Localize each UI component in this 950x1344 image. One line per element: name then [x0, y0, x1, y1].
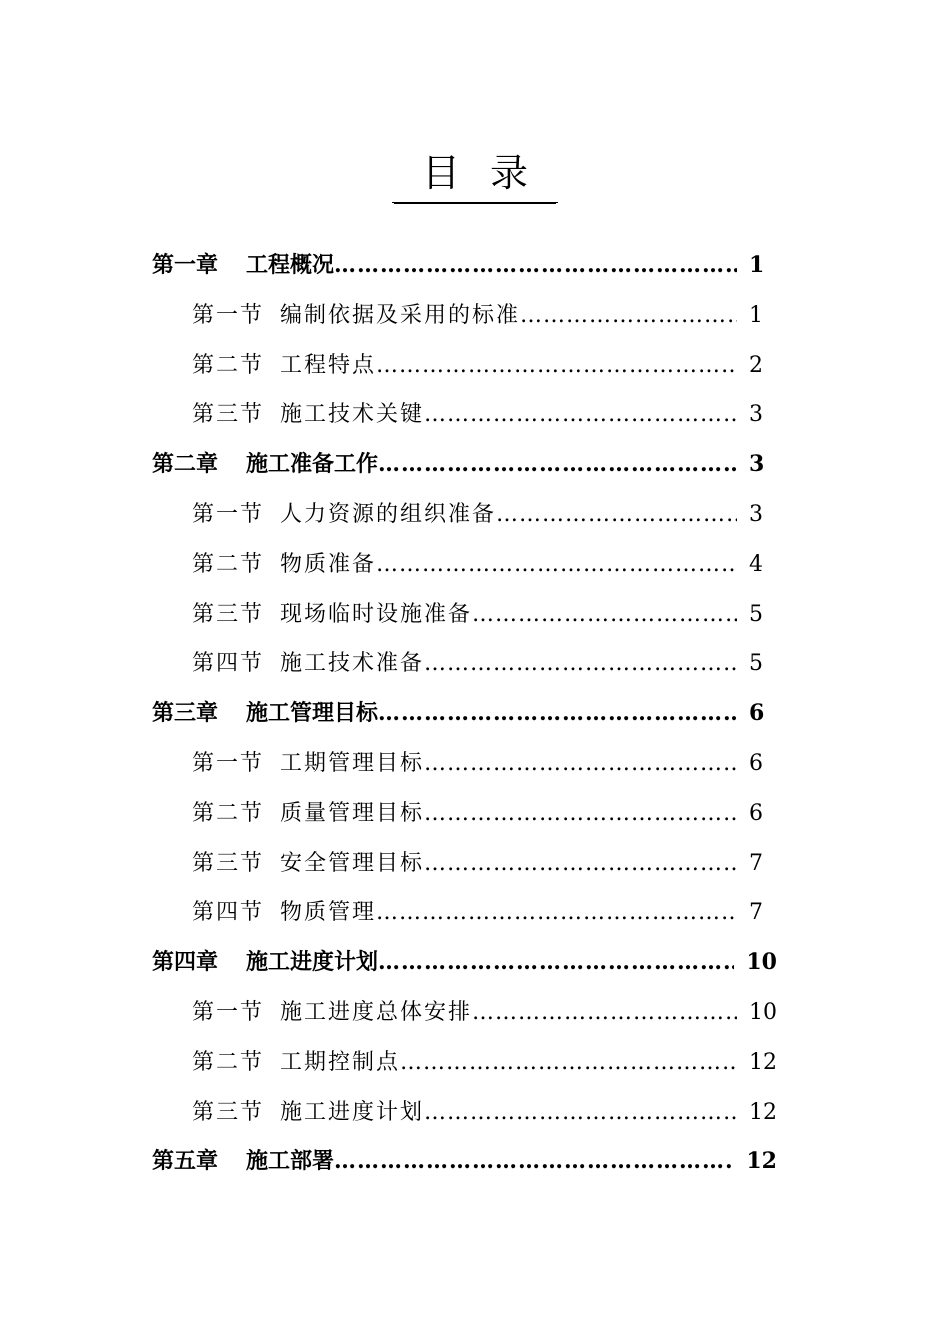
toc-entry-label: [192, 597, 472, 628]
toc-page-number: 3: [749, 451, 765, 478]
toc-entry-title: 质量管理目标: [280, 800, 425, 826]
toc-entry-number: 第二节: [192, 800, 265, 826]
toc-entry-number: 第一节: [192, 999, 265, 1025]
toc-entry-title: 编制依据及采用的标准: [280, 302, 521, 328]
toc-entry-title: 工期管理目标: [280, 750, 425, 776]
toc-entry-title: 施工进度计划: [246, 949, 379, 976]
toc-page-number: 6: [749, 700, 765, 727]
toc-entry-title: 施工进度总体安排: [280, 999, 473, 1025]
toc-entry-label: [152, 696, 378, 727]
toc-entry-number: 第二章: [152, 451, 219, 478]
toc-leader-dots: [334, 1148, 734, 1174]
toc-leader-dots: [472, 602, 737, 627]
document-title: [0, 146, 950, 203]
toc-page-number: 12: [746, 1148, 777, 1175]
toc-entry-label: [192, 497, 496, 528]
toc-leader-dots: [520, 303, 737, 328]
toc-leader-dots: [472, 1000, 737, 1025]
toc-entry-label: [192, 746, 424, 777]
toc-chapter-entry[interactable]: [152, 696, 777, 746]
toc-entry-label: [192, 397, 424, 428]
toc-leader-dots: [424, 1100, 737, 1125]
toc-entry-number: 第二节: [192, 352, 265, 378]
toc-entry-number: 第三节: [192, 601, 265, 627]
toc-section-entry[interactable]: [152, 547, 777, 597]
toc-leader-dots: [376, 552, 737, 577]
toc-leader-dots: [376, 900, 737, 925]
toc-entry-title: 现场临时设施准备: [280, 601, 473, 627]
toc-page-number: 10: [746, 949, 777, 976]
table-of-contents: [152, 248, 777, 1194]
toc-entry-title: 施工部署: [246, 1148, 335, 1175]
toc-entry-number: 第四节: [192, 900, 265, 926]
toc-entry-title: 施工技术关键: [280, 402, 425, 428]
toc-entry-number: 第一节: [192, 501, 265, 527]
toc-leader-dots: [378, 949, 734, 975]
toc-entry-label: [152, 447, 378, 478]
toc-leader-dots: [378, 451, 737, 477]
toc-entry-number: 第一节: [192, 302, 265, 328]
toc-entry-label: [152, 945, 378, 976]
toc-leader-dots: [376, 353, 737, 378]
toc-page-number: 1: [749, 252, 765, 278]
toc-leader-dots: [424, 851, 737, 876]
toc-entry-label: [192, 1095, 424, 1126]
toc-leader-dots: [334, 252, 737, 278]
toc-entry-number: 第三节: [192, 1099, 265, 1125]
toc-section-entry[interactable]: [152, 796, 777, 846]
toc-entry-label: [152, 248, 334, 279]
toc-leader-dots: [424, 402, 737, 427]
toc-entry-label: [192, 846, 424, 877]
toc-entry-number: 第四节: [192, 651, 265, 677]
toc-page-number: 2: [749, 352, 763, 378]
toc-page-number: 1: [749, 302, 763, 328]
toc-section-entry[interactable]: [152, 646, 777, 696]
toc-entry-number: 第五章: [152, 1148, 219, 1175]
toc-page-number: 10: [749, 999, 777, 1025]
toc-section-entry[interactable]: [152, 1045, 777, 1095]
toc-entry-label: [192, 547, 376, 578]
toc-chapter-entry[interactable]: [152, 248, 777, 298]
toc-entry-number: 第四章: [152, 949, 219, 976]
toc-page-number: 4: [749, 551, 763, 577]
toc-entry-number: 第二节: [192, 1049, 265, 1075]
toc-entry-number: 第一节: [192, 750, 265, 776]
toc-chapter-entry[interactable]: [152, 1144, 777, 1194]
toc-page-number: 3: [749, 402, 763, 428]
toc-entry-label: [192, 646, 424, 677]
toc-entry-label: [192, 895, 376, 926]
toc-section-entry[interactable]: [152, 895, 777, 945]
toc-page-number: 6: [749, 800, 763, 826]
toc-entry-label: [192, 796, 424, 827]
toc-leader-dots: [400, 1050, 737, 1075]
toc-page-number: 6: [749, 750, 763, 776]
toc-entry-title: 工程概况: [246, 252, 335, 278]
toc-page-number: 12: [749, 1049, 777, 1075]
toc-section-entry[interactable]: [152, 397, 777, 447]
toc-entry-title: 施工管理目标: [246, 700, 379, 727]
toc-section-entry[interactable]: [152, 746, 777, 796]
toc-entry-label: [192, 1045, 400, 1076]
toc-page-number: 7: [749, 900, 763, 926]
toc-entry-title: 人力资源的组织准备: [280, 501, 497, 527]
toc-entry-label: [192, 348, 376, 379]
toc-entry-title: 安全管理目标: [280, 850, 425, 876]
toc-entry-label: [192, 298, 520, 329]
toc-leader-dots: [424, 651, 737, 676]
title-text: 目录: [392, 146, 558, 203]
toc-entry-title: 工期控制点: [280, 1049, 401, 1075]
toc-leader-dots: [424, 801, 737, 826]
toc-entry-title: 施工技术准备: [280, 651, 425, 677]
toc-entry-title: 工程特点: [280, 352, 377, 378]
toc-entry-number: 第三节: [192, 850, 265, 876]
toc-section-entry[interactable]: [152, 497, 777, 547]
toc-entry-title: 施工进度计划: [280, 1099, 425, 1125]
toc-leader-dots: [378, 700, 737, 726]
toc-entry-title: 物质管理: [280, 900, 377, 926]
toc-section-entry[interactable]: [152, 597, 777, 647]
toc-entry-number: 第一章: [152, 252, 219, 278]
toc-page-number: 5: [749, 601, 763, 627]
toc-entry-number: 第三章: [152, 700, 219, 727]
toc-page-number: 7: [749, 850, 763, 876]
toc-leader-dots: [424, 751, 737, 776]
toc-page-number: 3: [749, 501, 763, 527]
toc-leader-dots: [496, 502, 737, 527]
toc-section-entry[interactable]: [152, 298, 777, 348]
toc-entry-label: [152, 1144, 334, 1175]
toc-entry-label: [192, 995, 472, 1026]
toc-section-entry[interactable]: [152, 995, 777, 1045]
toc-entry-title: 物质准备: [280, 551, 377, 577]
toc-entry-title: 施工准备工作: [246, 451, 379, 478]
toc-page-number: 12: [749, 1099, 777, 1125]
toc-page-number: 5: [749, 651, 763, 677]
toc-section-entry[interactable]: [152, 1095, 777, 1145]
toc-entry-number: 第二节: [192, 551, 265, 577]
toc-chapter-entry[interactable]: [152, 945, 777, 995]
toc-section-entry[interactable]: [152, 348, 777, 398]
toc-chapter-entry[interactable]: [152, 447, 777, 497]
toc-section-entry[interactable]: [152, 846, 777, 896]
toc-entry-number: 第三节: [192, 402, 265, 428]
